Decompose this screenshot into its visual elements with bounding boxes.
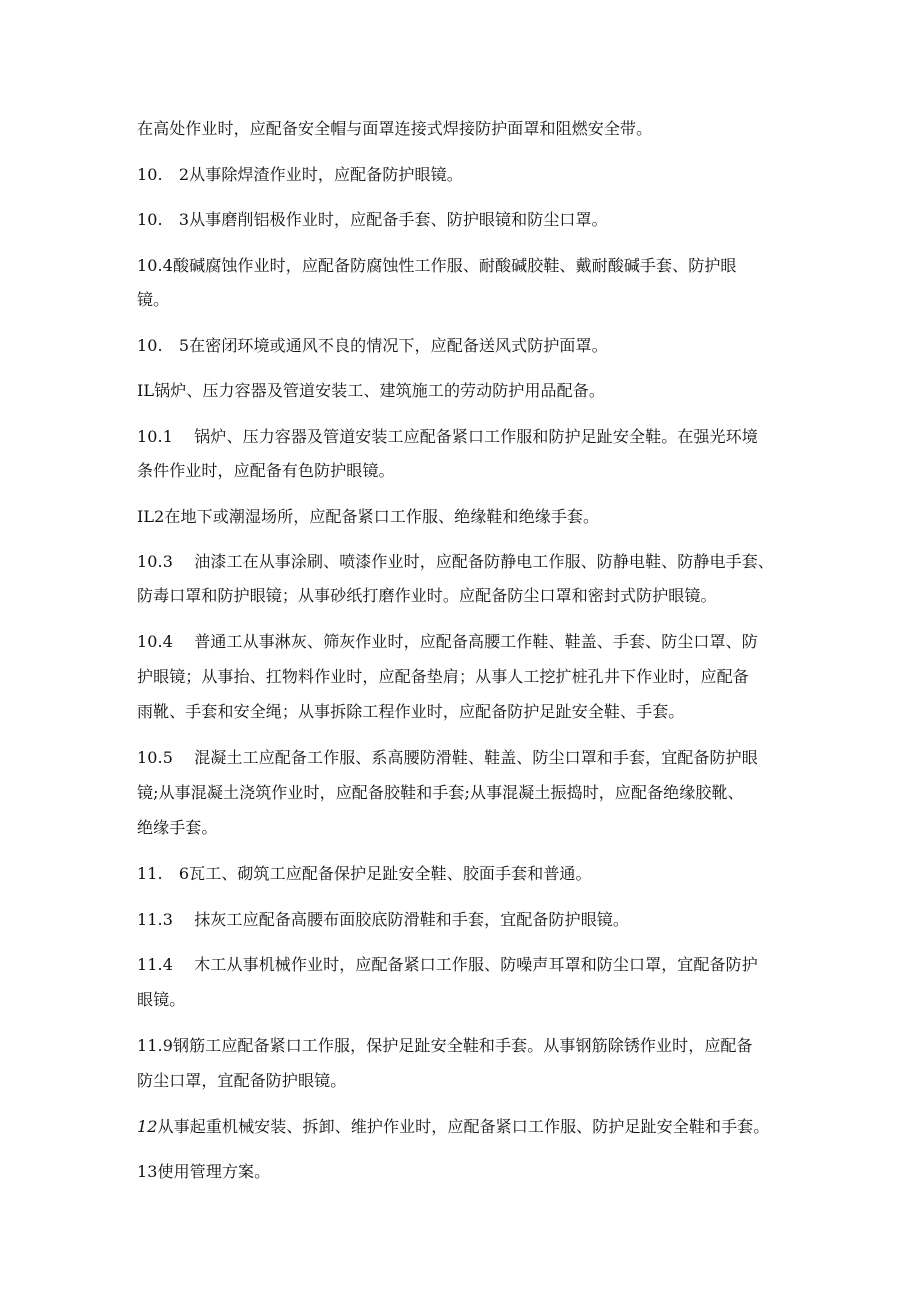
paragraph-line: 10.3 油漆工在从事涂刷、喷漆作业时，应配备防静电工作服、防静电鞋、防静电手套、 [137, 552, 774, 571]
paragraph-line: IL2在地下或潮湿场所，应配备紧口工作服、绝缘鞋和绝缘手套。 [137, 507, 600, 526]
paragraph-line: 11.4 木工从事机械作业时，应配备紧口工作服、防噪声耳罩和防尘口罩，宜配备防护 [137, 955, 758, 974]
paragraph-line: 11.9钢筋工应配备紧口工作服，保护足趾安全鞋和手套。从事钢筋除锈作业时，应配备 [137, 1036, 753, 1055]
paragraph-line: 防毒口罩和防护眼镜；从事砂纸打磨作业时。应配备防尘口罩和密封式防护眼镜。 [137, 586, 717, 605]
paragraph-line: 镜。 [137, 290, 170, 309]
paragraph-line: 10.4酸碱腐蚀作业时，应配备防腐蚀性工作服、耐酸碱胶鞋、戴耐酸碱手套、防护眼 [137, 256, 737, 275]
paragraph-line [137, 1117, 797, 1137]
paragraph-line: 雨靴、手套和安全绳；从事拆除工程作业时，应配备防护足趾安全鞋、手套。 [137, 702, 685, 721]
paragraph-line: 10. 2从事除焊渣作业时，应配备防护眼镜。 [137, 165, 463, 184]
paragraph-line: 眼镜。 [137, 990, 186, 1009]
paragraph-line: 镜;从事混凝土浇筑作业时，应配备胶鞋和手套;从事混凝土振捣时，应配备绝缘胶靴、 [137, 783, 744, 802]
paragraph-line: 10.1 锅炉、压力容器及管道安装工应配备紧口工作服和防护足趾安全鞋。在强光环境 [137, 427, 758, 446]
paragraph-line: 在高处作业时，应配备安全帽与面罩连接式焊接防护面罩和阻燃安全带。 [137, 119, 653, 138]
paragraph-line: 13使用管理方案。 [137, 1162, 271, 1181]
paragraph-line: 10.4 普通工从事淋灰、筛灰作业时，应配备高腰工作鞋、鞋盖、手套、防尘口罩、防 [137, 632, 758, 651]
paragraph-line: 10. 5在密闭环境或通风不良的情况下，应配备送风式防护面罩。 [137, 336, 608, 355]
paragraph-line: 11. 6瓦工、砌筑工应配备保护足趾安全鞋、胶面手套和普通。 [137, 864, 592, 883]
paragraph-line: 防尘口罩，宜配备防护眼镜。 [137, 1071, 347, 1090]
paragraph-line: 11.3 抹灰工应配备高腰布面胶底防滑鞋和手套，宜配备防护眼镜。 [137, 910, 630, 929]
paragraph-line: 10.5 混凝土工应配备工作服、系高腰防滑鞋、鞋盖、防尘口罩和手套，宜配备防护眼 [137, 748, 758, 767]
section-number: 12 [137, 1117, 158, 1136]
paragraph-line: 绝缘手套。 [137, 818, 218, 837]
paragraph-line: 条件作业时，应配备有色防护眼镜。 [137, 461, 395, 480]
paragraph-line: 护眼镜；从事抬、扛物料作业时，应配备垫肩；从事人工挖扩桩孔井下作业时，应配备 [137, 667, 749, 686]
paragraph-line: 10. 3从事磨削铝极作业时，应配备手套、防护眼镜和防尘口罩。 [137, 210, 608, 229]
paragraph-line: IL锅炉、压力容器及管道安装工、建筑施工的劳动防护用品配备。 [137, 381, 605, 400]
paragraph-text: 从事起重机械安装、拆卸、维护作业时，应配备紧口工作服、防护足趾安全鞋和手套。 [157, 1117, 770, 1136]
